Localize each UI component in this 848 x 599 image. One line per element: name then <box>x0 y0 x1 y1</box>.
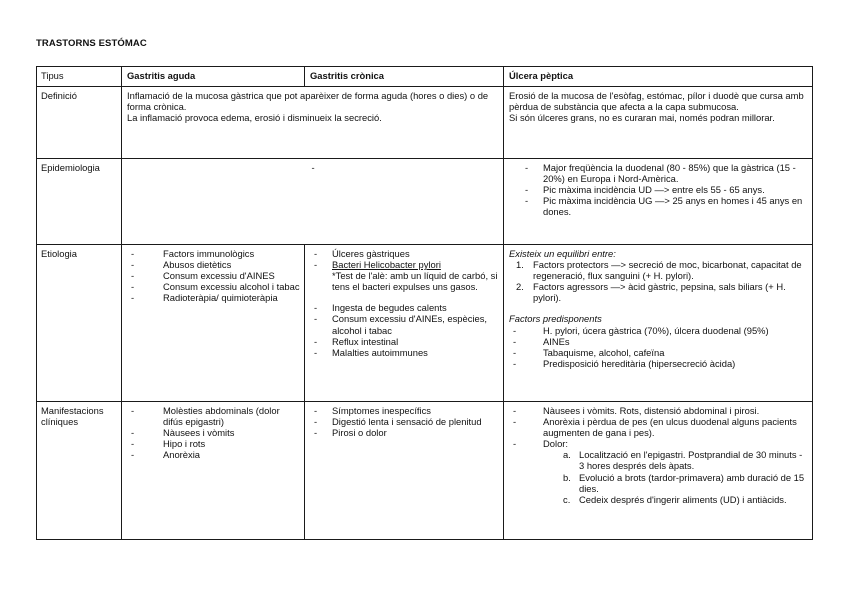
list-item: - Ingesta de begudes calents <box>310 302 499 313</box>
list-item: - Pic màxima incidència UG —> 25 anys en homes i 45 anys en dones. <box>509 195 808 217</box>
manifestacions-row <box>37 402 813 540</box>
epidemiologia-row <box>37 159 813 245</box>
etiologia-aguda-cell <box>122 245 305 402</box>
list-item: - AINEs <box>509 336 808 347</box>
list-item: - Predisposició hereditària (hipersecreció àcida) <box>509 358 808 369</box>
list-item: - Tabaquisme, alcohol, cafeïna <box>509 347 808 358</box>
list-item: - Consum excessiu alcohol i tabac <box>127 281 300 292</box>
etiologia-cronica-cell <box>305 245 504 402</box>
breath-test-note: *Test de l'alè: amb un líquid de carbó, si tens el bacteri expulses uns gasos. <box>332 270 498 293</box>
list-item: - Pirosi o dolor <box>310 427 499 438</box>
list-item: - Anorèxia <box>127 449 300 460</box>
header-ulcera-peptica: Úlcera pèptica <box>504 67 813 87</box>
list-item: - Malalties autoimmunes <box>310 347 499 358</box>
definicio-gastritis-cell <box>122 87 504 159</box>
row-label-epidemiologia: Epidemiologia <box>37 159 122 245</box>
list-item: - Úlceres gàstriques <box>310 248 499 259</box>
epidemiologia-gastritis-cell: - <box>122 159 504 245</box>
manifestacions-ulcera-cell <box>504 402 813 540</box>
manifestacions-aguda-cell <box>122 402 305 540</box>
list-item: a. Localització en l'epigastri. Postprandial de 30 minuts - 3 hores després dels àpats. <box>563 449 803 472</box>
definicio-ulcera-text-1: Erosió de la mucosa de l'esòfag, estómac, pílor i duodè que cursa amb pèrdua de substància que afecta a la capa submucosa. <box>509 90 804 113</box>
list-item: - Bacteri Helicobacter pylori <box>310 259 499 270</box>
list-item: - Símptomes inespecífics <box>310 405 499 416</box>
list-item: - Nàusees i vòmits. Rots, distensió abdominal i pirosi. <box>509 405 808 416</box>
header-gastritis-aguda: Gastritis aguda <box>122 67 305 87</box>
list-item: c. Cedeix després d'ingerir aliments (UD) i antiàcids. <box>563 493 787 505</box>
list-item: - Dolor: <box>509 438 808 449</box>
list-item: - Pic màxima incidència UD —> entre els 55 - 65 anys. <box>509 184 808 195</box>
list-item: - Abusos dietètics <box>127 259 300 270</box>
list-item: - Reflux intestinal <box>310 336 499 347</box>
predisponents-title: Factors predisponents <box>509 313 602 325</box>
list-item: - Consum excessiu d'AINES <box>127 270 300 281</box>
manifestacions-cronica-cell <box>305 402 504 540</box>
definicio-gastritis-text-1: Inflamació de la mucosa gàstrica que pot aparèixer de forma aguda (hores o dies) o de forma crònica. <box>127 90 489 113</box>
disorders-table <box>36 66 813 540</box>
header-tipus: Tipus <box>37 67 122 87</box>
list-item: - H. pylori, úcera gàstrica (70%), úlcera duodenal (95%) <box>509 325 808 336</box>
list-item: - Molèsties abdominals (dolor difús epigastri) <box>127 405 300 427</box>
list-item: - Digestió lenta i sensació de plenitud <box>310 416 499 427</box>
row-label-definicio: Definició <box>37 87 122 159</box>
list-item: - Nàusees i vòmits <box>127 427 300 438</box>
list-item: - Hipo i rots <box>127 438 300 449</box>
equilibri-intro: Existeix un equilibri entre: <box>509 248 616 259</box>
list-item: 1. Factors protectors —> secreció de moc, bicarbonat, capacitat de regeneració, flux sanguini (+ H. pylori). <box>516 259 802 282</box>
list-item: 2. Factors agressors —> àcid gàstric, pepsina, sals biliars (+ H. pylori). <box>516 281 786 304</box>
definicio-ulcera-cell <box>504 87 813 159</box>
definicio-ulcera-text-2: Si són úlceres grans, no es curaran mai, només podran millorar. <box>509 112 775 124</box>
etiologia-ulcera-cell <box>504 245 813 402</box>
list-item: - Consum excessiu d'AINEs, espècies, alcohol i tabac <box>310 313 499 335</box>
row-label-etiologia: Etiologia <box>37 245 122 402</box>
row-label-manifestacions: Manifestacions clíniques <box>37 402 122 540</box>
etiologia-row <box>37 245 813 402</box>
page-title: TRASTORNS ESTÓMAC <box>36 38 147 49</box>
definicio-row <box>37 87 813 159</box>
definicio-gastritis-text-2: La inflamació provoca edema, erosió i disminueix la secreció. <box>127 112 382 124</box>
list-item: - Factors immunològics <box>127 248 300 259</box>
list-item: b. Evolució a brots (tardor-primavera) amb duració de 15 dies. <box>563 471 805 494</box>
epidemiologia-ulcera-cell <box>504 159 813 245</box>
list-item: - Anorèxia i pèrdua de pes (en ulcus duodenal alguns pacients augmenten de gana i pes). <box>509 416 808 438</box>
list-item: - Radioteràpia/ quimioteràpia <box>127 292 300 303</box>
header-row <box>37 67 813 87</box>
list-item: - Major freqüència la duodenal (80 - 85%) que la gàstrica (15 - 20%) en Europa i Nord-Amèrica. <box>509 162 808 184</box>
header-gastritis-cronica: Gastritis crònica <box>305 67 504 87</box>
